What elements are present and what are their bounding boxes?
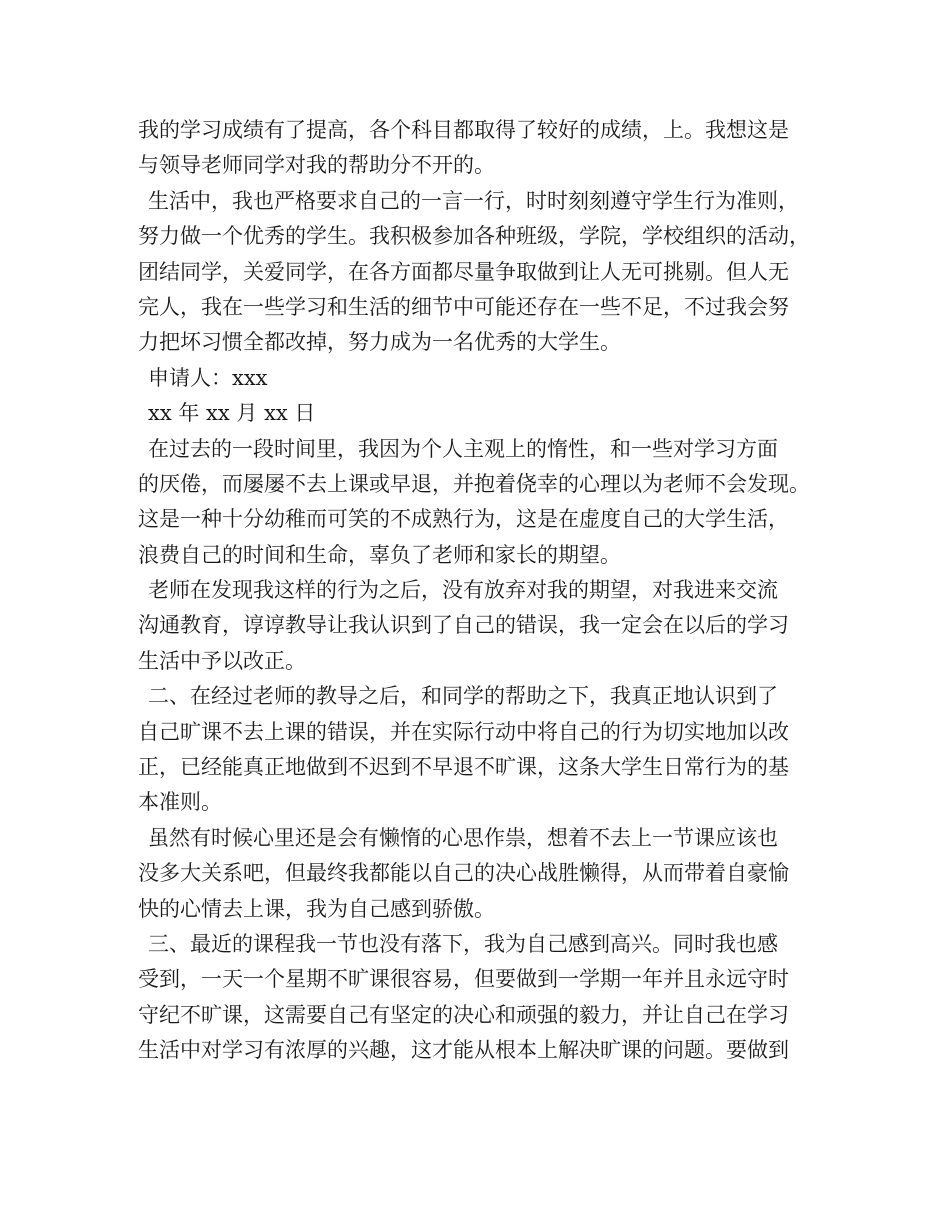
text-line: 的厌倦，而屡屡不去上课或早退，并抱着侥幸的心理以为老师不会发现。 — [138, 471, 810, 496]
text-line: 守纪不旷课，这需要自己有坚定的决心和顽强的毅力，并让自己在学习 — [138, 1002, 789, 1027]
text-line: 力把坏习惯全都改掉，努力成为一名优秀的大学生。 — [138, 330, 621, 355]
text-line: 快的心情去上课，我为自己感到骄傲。 — [138, 896, 495, 921]
paragraph-start-line: 虽然有时候心里还是会有懒惰的心思作祟，想着不去上一节课应该也 — [148, 825, 778, 850]
text-line: 沟通教育，谆谆教导让我认识到了自己的错误，我一定会在以后的学习 — [138, 613, 789, 638]
text-line: 与领导老师同学对我的帮助分不开的。 — [138, 153, 495, 178]
text-line: 受到，一天一个星期不旷课很容易，但要做到一学期一年并且永远守时 — [138, 967, 789, 992]
text-line: 浪费自己的时间和生命，辜负了老师和家长的期望。 — [138, 542, 621, 567]
text-line: 完人，我在一些学习和生活的细节中可能还存在一些不足，不过我会努 — [138, 294, 789, 319]
paragraph-start-line: 二、在经过老师的教导之后，和同学的帮助之下，我真正地认识到了 — [148, 684, 778, 709]
text-line: 生活中予以改正。 — [138, 648, 306, 673]
text-line: 自己旷课不去上课的错误，并在实际行动中将自己的行为切实地加以改 — [138, 719, 789, 744]
date-line: xx 年 xx 月 xx 日 — [148, 401, 316, 426]
text-line: 本准则。 — [138, 790, 222, 815]
paragraph-start-line: 在过去的一段时间里，我因为个人主观上的惰性，和一些对学习方面 — [148, 436, 778, 461]
applicant-line: 申请人：xxx — [148, 365, 268, 390]
text-line: 生活中对学习有浓厚的兴趣，这才能从根本上解决旷课的问题。要做到 — [138, 1038, 789, 1063]
text-line: 努力做一个优秀的学生。我积极参加各种班级，学院，学校组织的活动， — [138, 224, 810, 249]
text-line: 我的学习成绩有了提高，各个科目都取得了较好的成绩，上。我想这是 — [138, 118, 789, 142]
text-line: 团结同学，关爱同学，在各方面都尽量争取做到让人无可挑剔。但人无 — [138, 259, 789, 284]
paragraph-start-line: 老师在发现我这样的行为之后，没有放弃对我的期望，对我进来交流 — [148, 578, 778, 603]
text-line: 没多大关系吧，但最终我都能以自己的决心战胜懒得，从而带着自豪愉 — [138, 861, 789, 886]
paragraph-start-line: 生活中，我也严格要求自己的一言一行，时时刻刻遵守学生行为准则， — [148, 188, 799, 213]
paragraph-start-line: 三、最近的课程我一节也没有落下，我为自己感到高兴。同时我也感 — [148, 931, 778, 956]
text-line: 这是一种十分幼稚而可笑的不成熟行为，这是在虚度自己的大学生活， — [138, 507, 789, 532]
document-body — [138, 113, 828, 1069]
text-line: 正，已经能真正地做到不迟到不早退不旷课，这条大学生日常行为的基 — [138, 755, 789, 780]
